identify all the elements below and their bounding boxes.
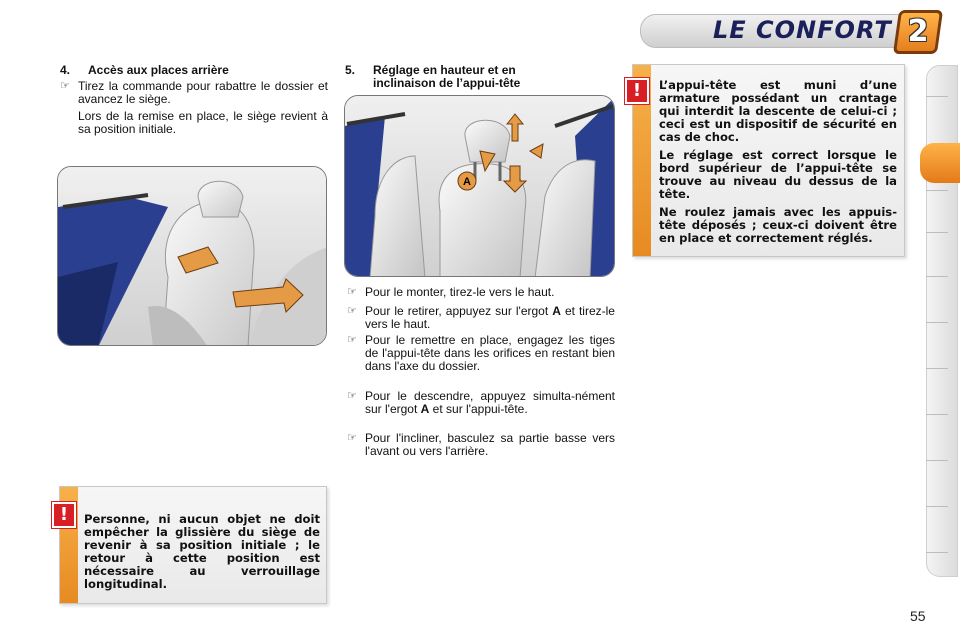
side-tab-divider bbox=[926, 506, 948, 507]
hand-pointer-icon: ☞ bbox=[347, 286, 357, 298]
seat-warning-box bbox=[59, 486, 327, 604]
warning-paragraph: Le réglage est correct lorsque le bord supérieur de l’appui-tête se trouve au niveau du dessus de la tête. bbox=[659, 148, 897, 201]
side-tab-divider bbox=[926, 552, 948, 553]
section-4-title: Accès aux places arrière bbox=[88, 63, 229, 77]
warning-text bbox=[84, 513, 320, 596]
side-tab-divider bbox=[926, 460, 948, 461]
instruction-text: Pour le remettre en place, engagez les tiges de l'appui-tête dans les orifices en restant bien dans l'axe du dossier. bbox=[365, 333, 615, 373]
side-tab-divider bbox=[926, 414, 948, 415]
side-tab-divider bbox=[926, 190, 948, 191]
warning-paragraph: Personne, ni aucun objet ne doit empêcher la glissière du siège de revenir à sa position initiale ; le retour à cette position est nécessaire au verrouillage longitudinal. bbox=[84, 512, 320, 591]
instruction-text: Pour le monter, tirez-le vers le haut. bbox=[365, 285, 555, 299]
side-tab-divider bbox=[926, 322, 948, 323]
seat-access-photo bbox=[57, 166, 327, 346]
side-tab-divider bbox=[926, 276, 948, 277]
instruction-text: et tirez-le vers le haut. bbox=[365, 304, 615, 331]
section-4-instruction-2 bbox=[60, 110, 328, 136]
section-4-instruction-1 bbox=[60, 80, 328, 106]
instruction-text: Pour l'incliner, basculez sa partie basse vers l'avant ou vers l'arrière. bbox=[365, 431, 615, 458]
warning-exclamation-icon: ! bbox=[625, 78, 649, 104]
headrest-photo bbox=[344, 95, 615, 277]
headrest-step-tilt bbox=[347, 432, 615, 458]
warning-exclamation-icon: ! bbox=[52, 502, 76, 528]
instruction-text: et sur l'appui-tête. bbox=[432, 402, 528, 416]
section-5-heading bbox=[345, 64, 620, 90]
seat-illustration bbox=[58, 167, 327, 346]
hand-pointer-icon: ☞ bbox=[347, 334, 357, 346]
chapter-badge bbox=[893, 10, 943, 54]
headrest-step-remove bbox=[347, 305, 615, 331]
hand-pointer-icon: ☞ bbox=[347, 390, 357, 402]
chapter-title: LE CONFORT bbox=[713, 16, 892, 44]
section-4-heading bbox=[60, 64, 330, 77]
hand-pointer-icon: ☞ bbox=[60, 80, 70, 92]
chapter-number: 2 bbox=[907, 14, 929, 49]
page-number: 55 bbox=[910, 608, 926, 624]
hand-pointer-icon: ☞ bbox=[347, 305, 357, 317]
section-5-number: 5. bbox=[345, 63, 356, 77]
lug-a-reference: A bbox=[552, 304, 561, 318]
lug-a-reference: A bbox=[420, 402, 430, 416]
section-5-title-line2: inclinaison de l’appui-tête bbox=[373, 76, 521, 90]
instruction-text: Pour le retirer, appuyez sur l'ergot bbox=[365, 304, 549, 318]
side-tab-divider bbox=[926, 96, 948, 97]
warning-text bbox=[659, 79, 897, 250]
section-4-number: 4. bbox=[60, 63, 71, 77]
headrest-step-lower bbox=[347, 390, 615, 416]
instruction-text: Tirez la commande pour rabattre le dossier et avancez le siège. bbox=[78, 79, 328, 106]
headrest-step-refit bbox=[347, 334, 615, 373]
hand-pointer-icon: ☞ bbox=[347, 432, 357, 444]
side-tab-active[interactable] bbox=[920, 143, 960, 183]
instruction-text: Lors de la remise en place, le siège revient à sa position initiale. bbox=[78, 109, 328, 136]
instruction-text: Pour le descendre, appuyez simulta-nément sur l'ergot bbox=[365, 389, 615, 416]
warning-paragraph: Ne roulez jamais avec les appuis-tête déposés ; ceux-ci doivent être en place et correctement réglés. bbox=[659, 205, 897, 245]
side-tab-divider bbox=[926, 232, 948, 233]
headrest-warning-box bbox=[632, 64, 905, 257]
callout-a-label: A bbox=[463, 176, 471, 188]
section-5-title-line1: Réglage en hauteur et en bbox=[373, 63, 516, 77]
side-tab-divider bbox=[926, 368, 948, 369]
headrest-step-raise bbox=[347, 286, 615, 299]
side-tab-strip bbox=[926, 65, 958, 577]
headrest-illustration bbox=[345, 96, 615, 277]
warning-paragraph: L’appui-tête est muni d’une armature possédant un crantage qui interdit la descente de celui-ci ; ceci est un dispositif de sécurité en cas de choc. bbox=[659, 78, 897, 144]
